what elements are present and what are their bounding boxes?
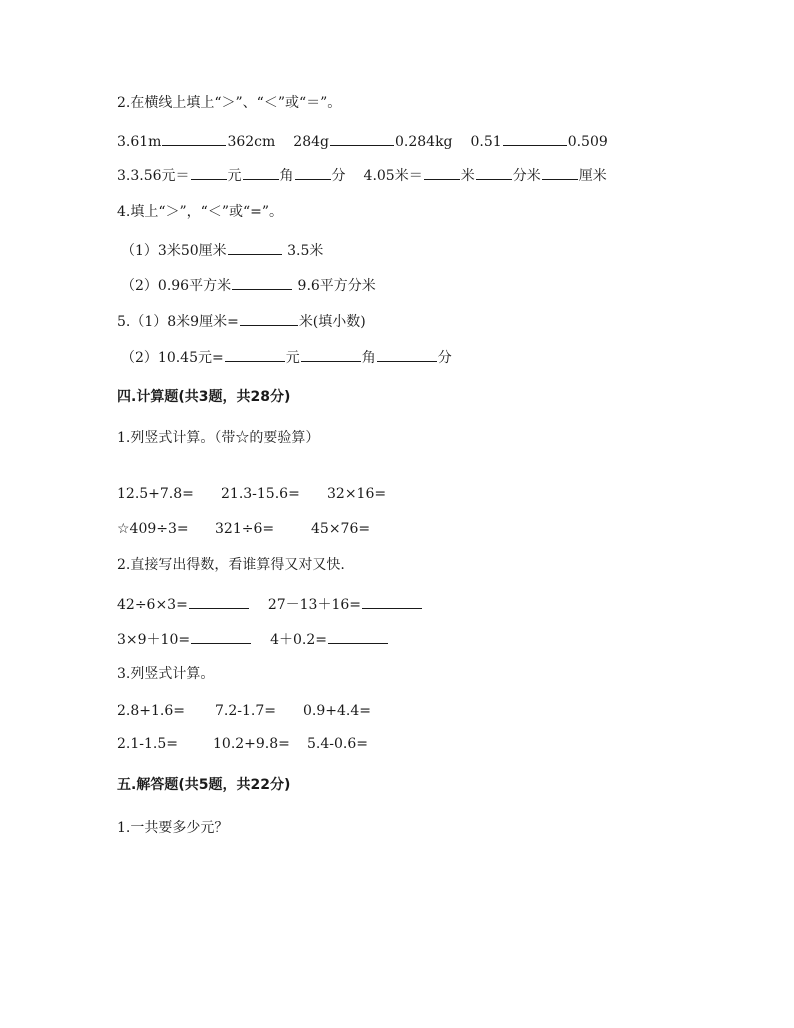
question-4-part-2: [121, 274, 376, 294]
section-5-heading: [117, 775, 290, 795]
answer-blank[interactable]: [225, 346, 285, 362]
length-lead: 4.05米＝: [363, 168, 423, 184]
part-lead: 10.45元=: [157, 350, 224, 366]
part-tail: 米(填小数): [298, 314, 366, 330]
answer-blank[interactable]: [240, 310, 298, 326]
unit-fen: 分: [331, 168, 346, 184]
section-title: 四.计算题(共3题，共28分): [117, 389, 291, 405]
answer-blank[interactable]: [362, 593, 422, 609]
expression: 32×16=: [327, 486, 387, 502]
compare-f: 0.509: [567, 134, 608, 150]
compare-c: 284g: [293, 134, 329, 150]
question-4-title: [117, 202, 283, 222]
expression: 5.4-0.6=: [307, 736, 368, 752]
compare-b: 362cm: [227, 134, 276, 150]
compare-e: 0.51: [470, 134, 502, 150]
answer-blank[interactable]: [301, 346, 361, 362]
expression: 2.8+1.6=: [117, 703, 185, 719]
part-left: 0.96平方米: [157, 278, 232, 294]
answer-blank[interactable]: [191, 628, 251, 644]
part-lead: 5.（1）8米9厘米=: [117, 314, 239, 330]
question-5-part-2: [121, 346, 452, 366]
expression: 321÷6=: [215, 521, 275, 537]
money-lead: 3.3.56元＝: [117, 168, 190, 184]
part-number: （2）: [121, 350, 158, 366]
answer-blank[interactable]: [162, 130, 226, 146]
answer-blank[interactable]: [476, 164, 512, 180]
question-4-text: 4.填上“＞”，“＜”或“=”。: [117, 204, 284, 220]
calc-2-row-2: [117, 628, 389, 648]
calc-3-title: [117, 664, 214, 684]
calc-2-row-1: [117, 593, 423, 613]
unit-limi: 厘米: [578, 168, 607, 184]
unit-jiao: 角: [361, 350, 376, 366]
question-text: 1.一共要多少元？: [117, 820, 229, 836]
part-right: 9.6平方分米: [297, 278, 376, 294]
answer-blank[interactable]: [377, 346, 437, 362]
expression: 12.5+7.8=: [117, 486, 194, 502]
compare-d: 0.284kg: [394, 134, 453, 150]
comparison-row: [117, 130, 608, 150]
expression: 0.9+4.4=: [303, 703, 371, 719]
answer-question-1: [117, 818, 228, 838]
question-text: 3.列竖式计算。: [117, 666, 215, 682]
expression: 21.3-15.6=: [221, 486, 300, 502]
calc-1-title: [117, 428, 319, 448]
answer-blank[interactable]: [243, 164, 279, 180]
compare-a: 3.61m: [117, 134, 162, 150]
part-number: （1）: [121, 243, 158, 259]
answer-blank[interactable]: [295, 164, 331, 180]
unit-fenmi: 分米: [512, 168, 541, 184]
unit-yuan: 元: [285, 350, 300, 366]
answer-blank[interactable]: [191, 164, 227, 180]
expression: 45×76=: [311, 521, 371, 537]
unit-yuan: 元: [227, 168, 242, 184]
question-text: 2.直接写出得数，看谁算得又对又快.: [117, 557, 345, 573]
answer-blank[interactable]: [424, 164, 460, 180]
expression: 3×9＋10=: [117, 632, 191, 648]
question-4-part-1: [121, 239, 323, 259]
conversion-row: [117, 164, 607, 184]
calc-2-title: [117, 555, 345, 575]
expression: 27－13＋16=: [267, 597, 362, 613]
section-4-heading: [117, 387, 290, 407]
expression: 2.1-1.5=: [117, 736, 178, 752]
question-5-part-1: [117, 310, 366, 330]
section-title: 五.解答题(共5题，共22分): [117, 777, 291, 793]
expression: 10.2+9.8=: [213, 736, 290, 752]
answer-blank[interactable]: [330, 130, 394, 146]
expression: ☆409÷3=: [117, 521, 189, 537]
expression: 42÷6×3=: [117, 597, 188, 613]
answer-blank[interactable]: [503, 130, 567, 146]
question-2-title: [117, 93, 341, 113]
part-right: 3.5米: [287, 243, 324, 259]
unit-jiao: 角: [279, 168, 294, 184]
answer-blank[interactable]: [232, 274, 292, 290]
part-number: （2）: [121, 278, 158, 294]
question-2-text: 2.在横线上填上“＞”、“＜”或“＝”。: [117, 95, 342, 111]
answer-blank[interactable]: [542, 164, 578, 180]
unit-mi: 米: [460, 168, 475, 184]
unit-fen: 分: [437, 350, 452, 366]
answer-blank[interactable]: [328, 628, 388, 644]
answer-blank[interactable]: [189, 593, 249, 609]
answer-blank[interactable]: [228, 239, 282, 255]
expression: 4＋0.2=: [270, 632, 327, 648]
question-text: 1.列竖式计算。（带☆的要验算）: [117, 430, 320, 446]
expression: 7.2-1.7=: [215, 703, 276, 719]
part-left: 3米50厘米: [157, 243, 227, 259]
